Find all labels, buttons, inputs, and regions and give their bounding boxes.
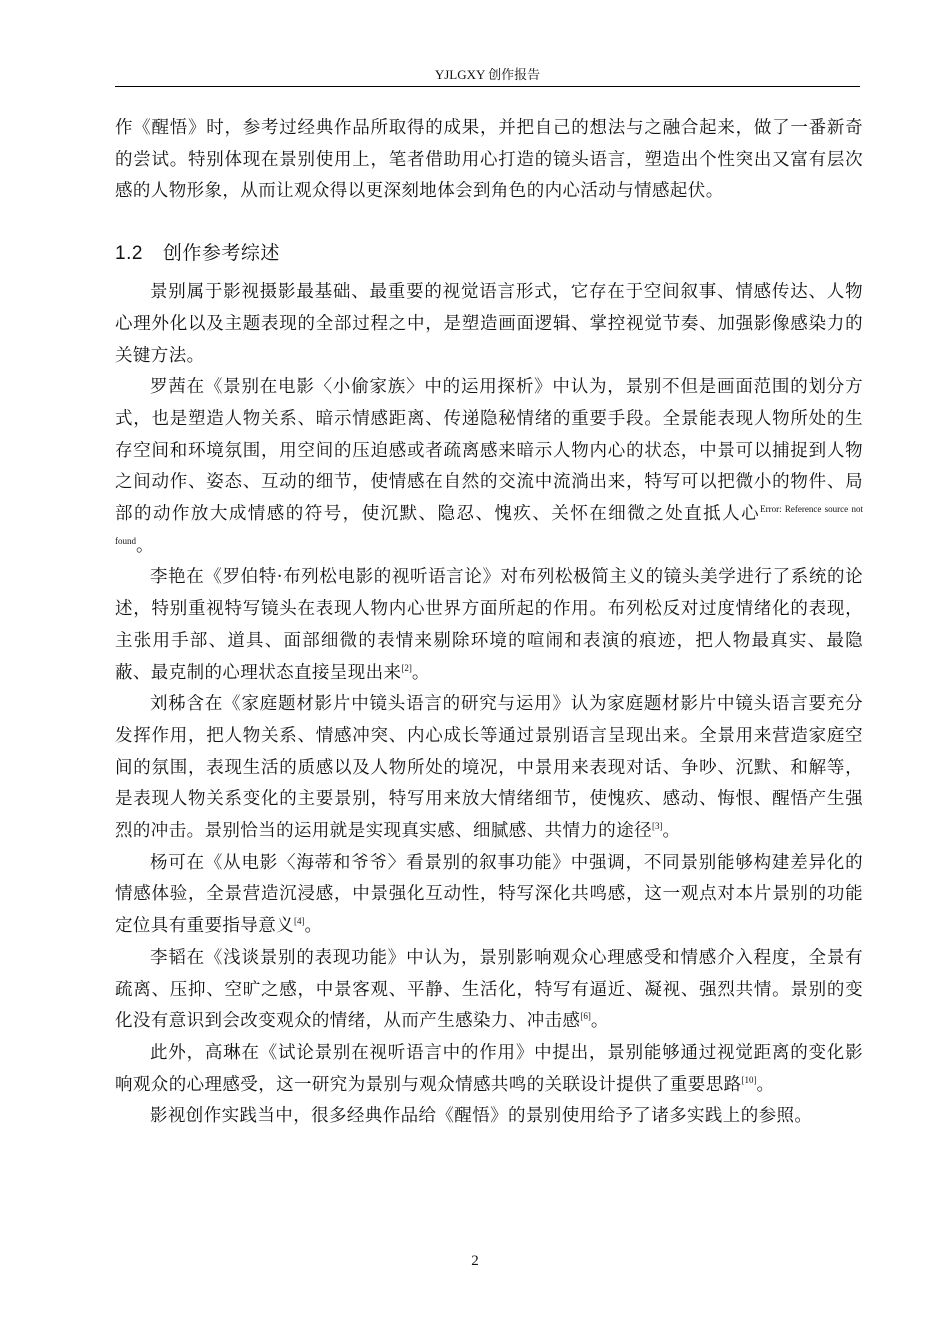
paragraph-end: 。 [590, 1011, 609, 1032]
paragraph: 影视创作实践当中，很多经典作品给《醒悟》的景别使用给予了诸多实践上的参照。 [150, 1106, 813, 1127]
paragraph-text: 此外，高琳在《试论景别在视听语言中的作用》中提出，景别能够通过视觉距离的变化影响观众的心理感受，这一研究为景别与观众情感共鸣的关联设计提供了重要思路 [115, 1042, 863, 1095]
reference-marker: [10] [741, 1074, 757, 1085]
reference-marker: [4] [294, 916, 305, 927]
body-text [115, 113, 863, 1133]
section-heading [115, 239, 863, 268]
paragraph [115, 1038, 863, 1101]
paragraph [115, 943, 863, 1038]
paragraph [115, 562, 863, 689]
paragraph: 景别属于影视摄影最基础、最重要的视觉语言形式，它存在于空间叙事、情感传达、人物心理外化以及主题表现的全部过程之中，是塑造画面逻辑、掌控视觉节奏、加强影像感染力的关键方法。 [115, 282, 863, 366]
running-header: YJLGXY 创作报告 [434, 67, 541, 82]
paragraph-text: 刘秭含在《家庭题材影片中镜头语言的研究与运用》认为家庭题材影片中镜头语言要充分发挥作用，把人物关系、情感冲突、内心成长等通过景别语言呈现出来。全景用来营造家庭空间的氛围，表现生活的质感以及人物所处的境况，中景用来表现对话、争吵、沉默、和解等，是表现人物关系变化的主要景别，特写用来放大情绪细节，使愧疚、感动、悔恨、醒悟产生强烈的冲击。景别恰当的运用就是实现真实感、细腻感、共情力的途径 [115, 694, 863, 842]
reference-marker: Error: Reference source not found [115, 504, 863, 546]
paragraph-text: 李韬在《浅谈景别的表现功能》中认为，景别影响观众心理感受和情感介入程度，全景有疏离、压抑、空旷之感，中景客观、平静、生活化，特写有逼近、凝视、强烈共情。景别的变化没有意识到会改变观众的情绪，从而产生感染力、冲击感 [115, 947, 863, 1032]
section-number: 1.2 [115, 243, 143, 265]
page-number: 2 [471, 1253, 479, 1269]
paragraph-continued: 作《醒悟》时，参考过经典作品所取得的成果，并把自己的想法与之融合起来，做了一番新奇的尝试。特别体现在景别使用上，笔者借助用心打造的镜头语言，塑造出个性突出又富有层次感的人物形象，从而让观众得以更深刻地体会到角色的内心活动与情感起伏。 [115, 118, 863, 202]
header-rule [115, 86, 860, 87]
paragraph [115, 848, 863, 943]
paragraph-end: 。 [662, 821, 681, 842]
paragraph-text: 李艳在《罗伯特·布列松电影的视听语言论》对布列松极简主义的镜头美学进行了系统的论述，特别重视特写镜头在表现人物内心世界方面所起的作用。布列松反对过度情绪化的表现，主张用手部、道具、面部细微的表情来剔除环境的喧闹和表演的痕迹，把人物最真实、最隐蔽、最克制的心理状态直接呈现出来 [115, 567, 863, 683]
paragraph [115, 689, 863, 848]
section-title: 创作参考综述 [162, 242, 280, 265]
reference-marker: [6] [580, 1011, 591, 1022]
paragraph-end: 。 [136, 535, 154, 556]
paragraph-end: 。 [304, 916, 323, 937]
paragraph-text: 罗茜在《景别在电影〈小偷家族〉中的运用探析》中认为，景别不但是画面范围的划分方式，也是塑造人物关系、暗示情感距离、传递隐秘情绪的重要手段。全景能表现人物所处的生存空间和环境氛围，用空间的压迫感或者疏离感来暗示人物内心的状态，中景可以捕捉到人物之间动作、姿态、互动的细节，使情感在自然的交流中流淌出来，特写可以把微小的物件、局部的动作放大成情感的符号，使沉默、隐忍、愧疚、关怀在细微之处直抵人心 [115, 377, 863, 525]
reference-marker: [2] [401, 662, 412, 673]
paragraph-text: 杨可在《从电影〈海蒂和爷爷〉看景别的叙事功能》中强调，不同景别能够构建差异化的情感体验，全景营造沉浸感，中景强化互动性，特写深化共鸣感，这一观点对本片景别的功能定位具有重要指导意义 [115, 852, 863, 937]
reference-marker: [3] [652, 821, 663, 832]
paragraph-end: 。 [756, 1074, 775, 1095]
paragraph [115, 372, 863, 562]
paragraph-end: 。 [411, 662, 430, 683]
